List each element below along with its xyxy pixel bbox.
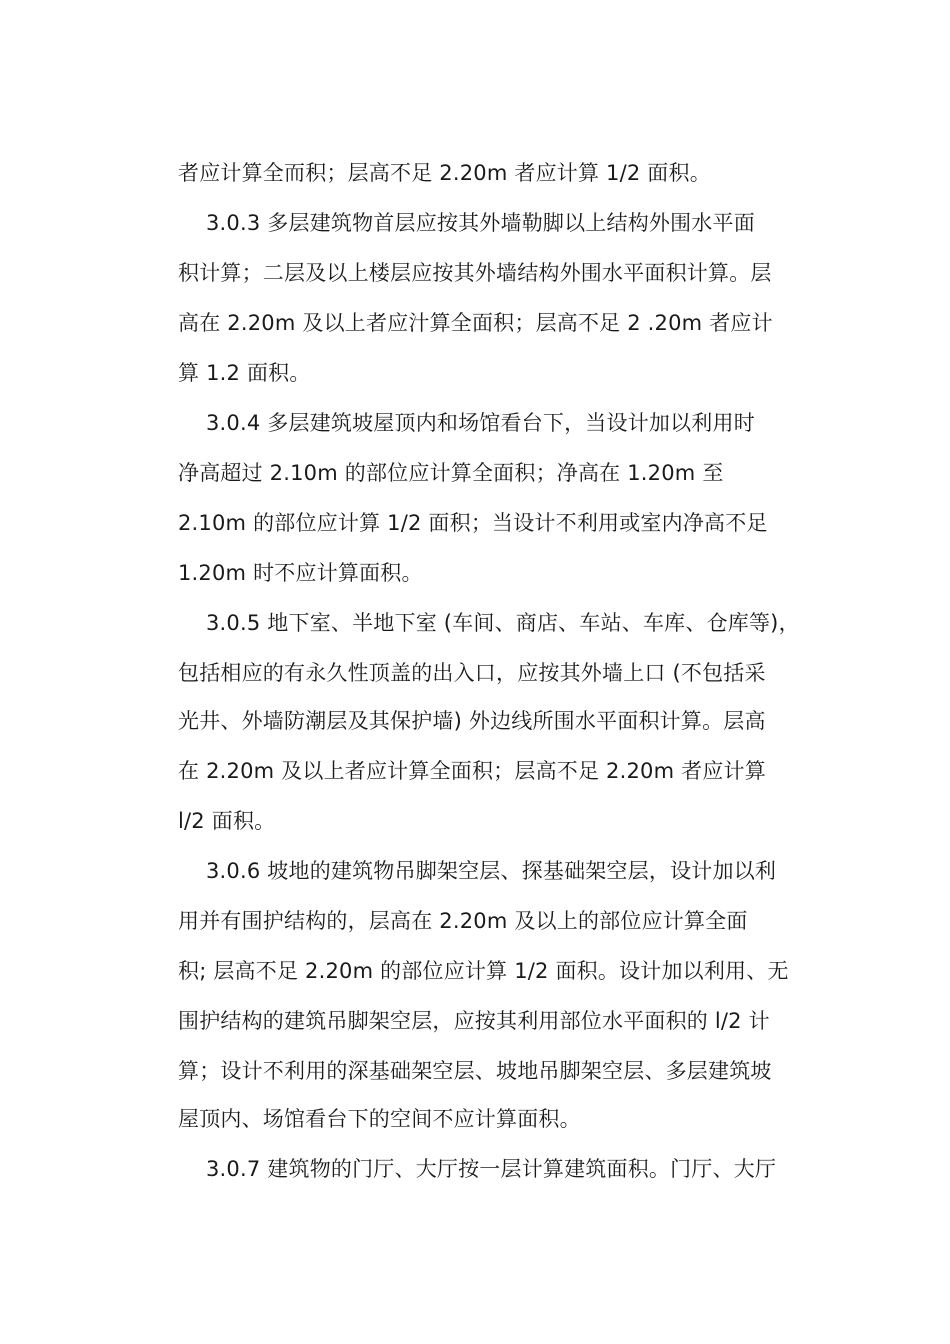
clause-3-0-4-line: 3.0.4 多层建筑坡屋顶内和场馆看台下，当设计加以利用时 — [206, 411, 755, 435]
text-line: 积计算；二层及以上楼层应按其外墙结构外围水平面积计算。层 — [178, 261, 772, 285]
text-line: 2.10m 的部位应计算 1/2 面积；当设计不利用或室内净高不足 — [178, 511, 768, 535]
text-line: l/2 面积。 — [178, 809, 276, 833]
text-line: 1.20m 时不应计算面积。 — [178, 561, 423, 585]
text-line: 者应计算全而积；层高不足 2.20m 者应计算 1/2 面积。 — [178, 161, 711, 185]
text-line: 算；设计不利用的深基础架空层、坡地吊脚架空层、多层建筑坡 — [178, 1059, 772, 1083]
text-line: 在 2.20m 及以上者应计算全面积；层高不足 2.20m 者应计算 — [178, 759, 766, 783]
text-line: 光井、外墙防潮层及其保护墙) 外边线所围水平面积计算。层高 — [178, 709, 766, 733]
text-line: 包括相应的有永久性顶盖的出入口，应按其外墙上口 (不包括采 — [178, 661, 766, 685]
text-line: 高在 2.20m 及以上者应汁算全面积；层高不足 2 .20m 者应计 — [178, 311, 773, 335]
clause-3-0-7-line: 3.0.7 建筑物的门厅、大厅按一层计算建筑面积。门厅、大厅 — [206, 1157, 777, 1181]
clause-3-0-3-line: 3.0.3 多层建筑物首层应按其外墙勒脚以上结构外围水平面 — [206, 211, 755, 235]
text-line: 围护结构的建筑吊脚架空层，应按其利用部位水平面积的 l/2 计 — [178, 1009, 770, 1033]
text-line: 用并有围护结构的，层高在 2.20m 及以上的部位应计算全面 — [178, 909, 748, 933]
text-line: 净高超过 2.10m 的部位应计算全面积；净高在 1.20m 至 — [178, 461, 724, 485]
text-line: 积; 层高不足 2.20m 的部位应计算 1/2 面积。设计加以利用、无 — [178, 959, 789, 983]
text-line: 算 1.2 面积。 — [178, 361, 311, 385]
clause-3-0-5-line: 3.0.5 地下室、半地下室 (车间、商店、车站、车库、仓库等)， — [206, 611, 800, 635]
clause-3-0-6-line: 3.0.6 坡地的建筑物吊脚架空层、探基础架空层，设计加以利 — [206, 859, 777, 883]
text-line: 屋顶内、场馆看台下的空间不应计算面积。 — [178, 1107, 581, 1131]
